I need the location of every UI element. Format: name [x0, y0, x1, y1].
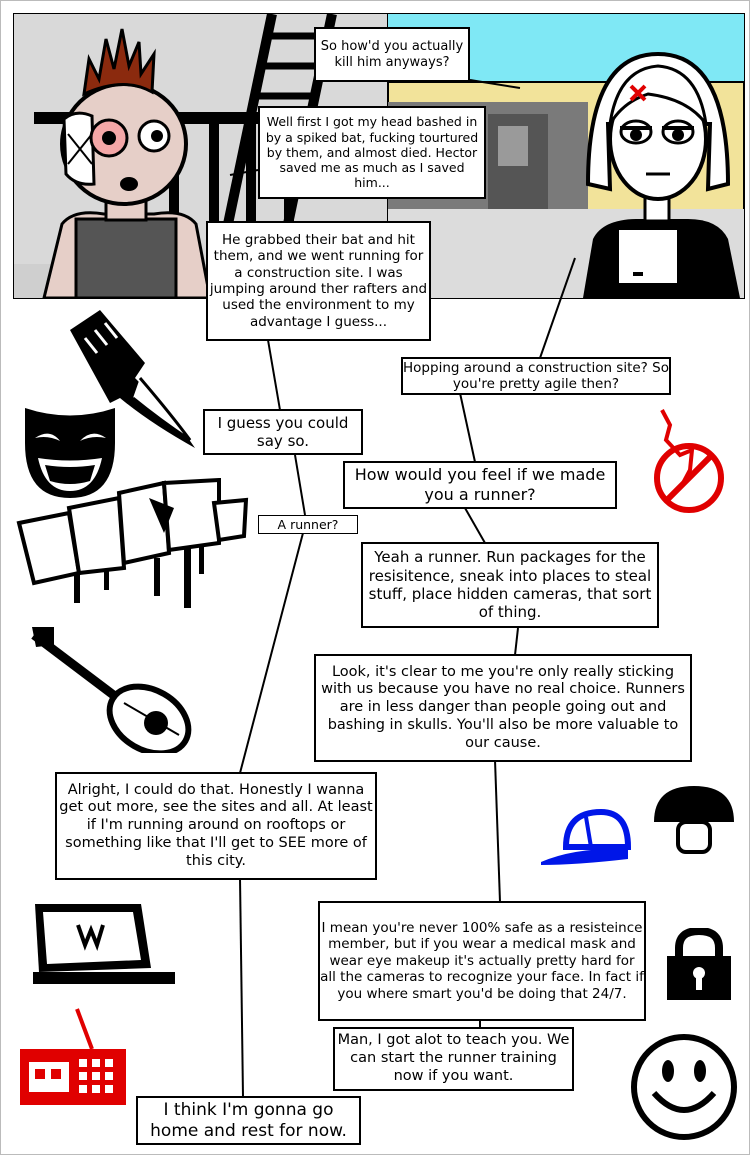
cap-icon — [536, 807, 632, 869]
speech-bubble-2 — [258, 106, 486, 199]
speech-text-8: Yeah a runner. Run packages for the resisitence, sneak into places to steal stuff, place hidden cameras, that sort of thing. — [368, 548, 652, 622]
speech-text-4: Hopping around a construction site? So you're pretty agile then? — [403, 359, 669, 392]
speech-text-1: So how'd you actually kill him anyways? — [320, 38, 464, 70]
speech-bubble-4 — [401, 357, 671, 395]
speech-bubble-9 — [314, 654, 692, 762]
no-symbol-icon — [652, 405, 726, 515]
speech-bubble-11 — [318, 901, 646, 1021]
speech-text-5: I guess you could say so. — [217, 413, 349, 450]
speech-bubble-8 — [361, 542, 659, 628]
speech-bubble-7 — [258, 515, 358, 534]
speech-bubble-1 — [314, 27, 470, 82]
smiley-icon — [628, 1031, 740, 1143]
speech-text-10: Alright, I could do that. Honestly I wanna get out more, see the sites and all. At least if I'm running around on rooftops or something like that I'll get to SEE more of this city. — [59, 781, 373, 869]
speech-text-9: Look, it's clear to me you're only really sticking with us because you have no real choice. Runners are in less danger than people going out and bashing in skulls. You'll also be more valuable to our cause. — [321, 663, 685, 751]
laptop-icon — [23, 900, 177, 986]
graffiti-tag-icon — [14, 478, 250, 610]
guitar-icon — [24, 625, 192, 753]
speech-text-12: Man, I got alot to teach you. We can start the runner training now if you want. — [337, 1032, 570, 1084]
radio-icon — [17, 1007, 129, 1107]
speech-text-2: Well first I got my head bashed in by a spiked bat, fucking tourtured by them, and almost died. Hector saved me as much as I saved him... — [265, 114, 479, 191]
speech-bubble-3 — [206, 221, 431, 341]
speech-bubble-6 — [343, 461, 617, 509]
speech-bubble-13 — [136, 1096, 361, 1145]
speech-bubble-5 — [203, 409, 363, 455]
speech-bubble-10 — [55, 772, 377, 880]
mushroom-icon — [650, 782, 738, 856]
padlock-icon — [664, 928, 734, 1002]
speech-bubble-12 — [333, 1027, 574, 1091]
speech-text-6: How would you feel if we made you a runner? — [354, 465, 606, 504]
speech-text-11: I mean you're never 100% safe as a resisteince member, but if you wear a medical mask and wear eye makeup it's actually pretty hard for all the cameras to recognize your face. In fact if you where smart you'd be doing that 24/7. — [320, 919, 644, 1002]
speech-text-3: He grabbed their bat and hit them, and we went running for a construction site. I was jumping around ther rafters and used the environment to my advantage I guess... — [209, 231, 428, 330]
speech-text-7: A runner? — [277, 516, 339, 532]
speech-text-13: I think I'm gonna go home and rest for now. — [150, 1099, 347, 1141]
